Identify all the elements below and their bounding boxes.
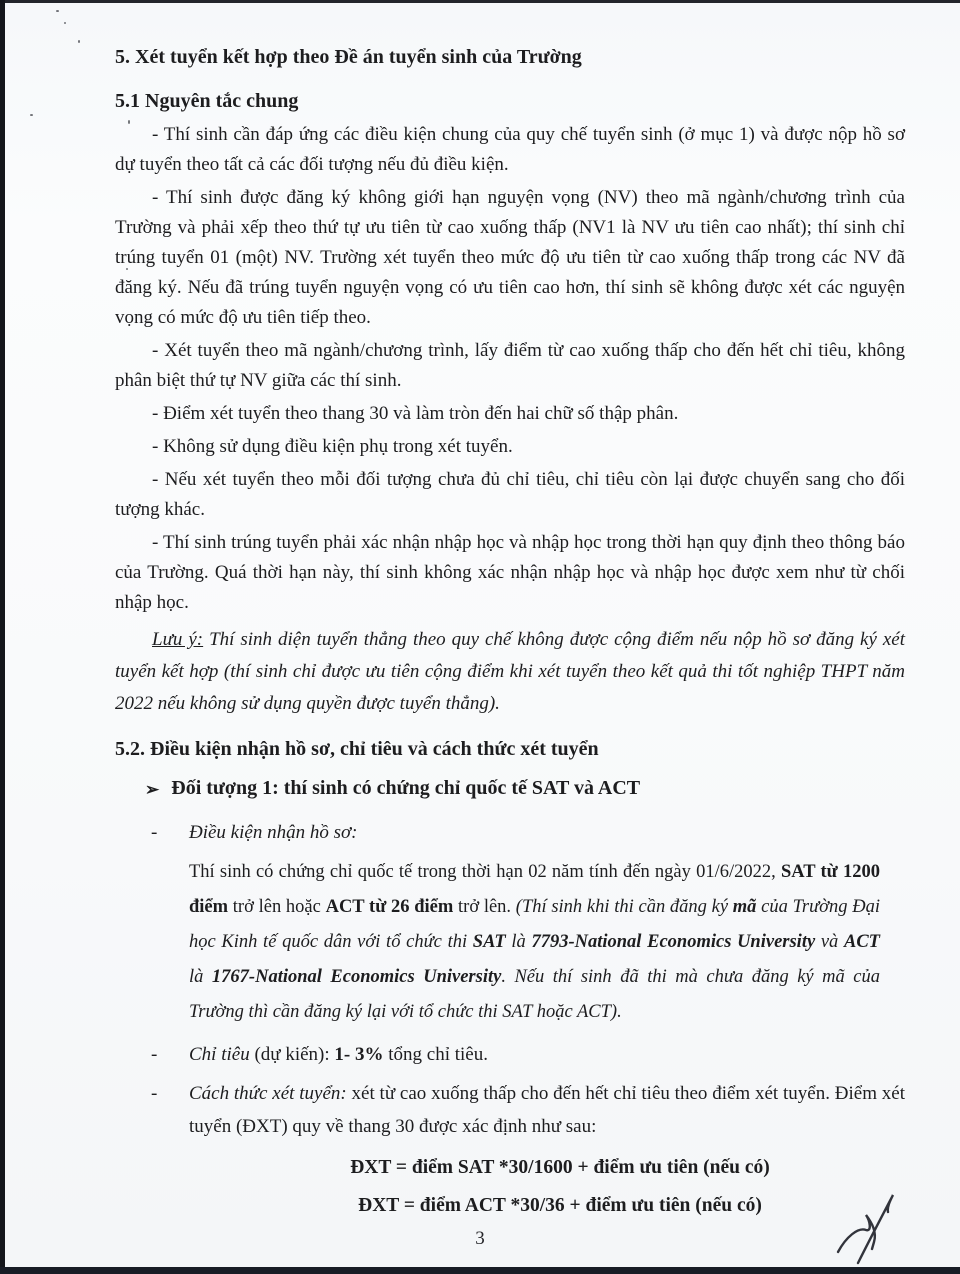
conditions-label-item xyxy=(151,816,905,849)
note-text: Thí sinh diện tuyển thẳng theo quy chế không được cộng điểm nếu nộp hồ sơ đăng ký xét tuyển kết hợp (thí sinh chỉ được ưu tiên cộng điểm khi xét tuyển theo kết quả thi tốt nghiệp THPT năm 2022 nếu không sử dụng quyền được tuyển thẳng). xyxy=(115,629,905,714)
signature-mark xyxy=(830,1186,914,1266)
dash-bullet: - xyxy=(151,1083,158,1104)
scan-edge-top xyxy=(0,0,960,3)
dash-bullet: - xyxy=(151,822,158,843)
text-run: và xyxy=(815,932,844,952)
text-run: SAT xyxy=(472,932,506,952)
arrow-bullet-icon: ➢ xyxy=(145,780,160,799)
scan-speck xyxy=(64,22,66,24)
paragraph-general-7: - Thí sinh trúng tuyển phải xác nhận nhập học và nhập học trong thời hạn quy định theo thông báo của Trường. Quá thời hạn này, thí sinh không xác nhận nhập học và nhập học được xem như từ chối nhập học. xyxy=(115,532,905,613)
dash-bullet: - xyxy=(151,1044,158,1065)
scan-speck xyxy=(56,10,59,12)
formula-act: ĐXT = điểm ACT *30/36 + điểm ưu tiên (nếu có) xyxy=(358,1195,762,1216)
text-run: (Thí sinh khi thi cần đăng ký xyxy=(515,897,733,917)
scan-speck xyxy=(78,40,80,43)
text-run: . Nếu thí sinh đã thi mà chưa đăng ký mã của Trường thì cần đăng ký lại với tổ chức thi SAT hoặc ACT). xyxy=(189,967,881,1022)
conditions-paragraph xyxy=(189,855,880,1030)
conditions-label: Điều kiện nhận hồ sơ: xyxy=(189,822,358,843)
method-item xyxy=(151,1077,905,1143)
text-run: xét từ cao xuống thấp cho đến hết chỉ tiêu theo điểm xét tuyển. Điểm xét tuyển (ĐXT) quy về thang 30 được xác định như sau: xyxy=(189,1083,905,1137)
text-run: mã xyxy=(732,897,757,917)
scan-edge-bottom xyxy=(0,1267,960,1274)
paragraph-general-2: - Thí sinh được đăng ký không giới hạn nguyện vọng (NV) theo mã ngành/chương trình của Trường và phải xếp theo thứ tự ưu tiên từ cao xuống thấp (NV1 là NV ưu tiên cao nhất); thí sinh chỉ trúng tuyển 01 (một) NV. Trường xét tuyển theo mức độ ưu tiên từ cao xuống thấp trong các NV đã đăng ký. Nếu đã trúng tuyển nguyện vọng có ưu tiên cao hơn, thí sinh sẽ không được xét các nguyện vọng có mức độ ưu tiên tiếp theo. xyxy=(115,187,905,328)
paragraph-general-3: - Xét tuyển theo mã ngành/chương trình, lấy điểm từ cao xuống thấp cho đến hết chỉ tiêu, không phân biệt thứ tự NV giữa các thí sinh. xyxy=(115,340,905,391)
section-5-heading: 5. Xét tuyển kết hợp theo Đề án tuyển sinh của Trường xyxy=(115,46,582,68)
text-run: trở lên hoặc xyxy=(228,897,326,917)
note-paragraph xyxy=(115,624,905,720)
scan-speck xyxy=(30,114,33,116)
section-5-1-heading: 5.1 Nguyên tắc chung xyxy=(115,90,299,112)
text-run: Chỉ tiêu xyxy=(189,1044,250,1065)
text-run: tổng chỉ tiêu. xyxy=(383,1044,488,1065)
formula-sat: ĐXT = điểm SAT *30/1600 + điểm ưu tiên (nếu có) xyxy=(350,1157,770,1178)
method-text xyxy=(189,1077,905,1143)
page-number: 3 xyxy=(475,1228,485,1249)
document-content xyxy=(115,44,905,1225)
text-run: ACT xyxy=(844,932,880,952)
section-5-2-heading: 5.2. Điều kiện nhận hồ sơ, chỉ tiêu và cách thức xét tuyển xyxy=(115,738,599,760)
scan-edge-left xyxy=(0,0,5,1274)
text-run: Thí sinh có chứng chỉ quốc tế trong thời hạn 02 năm tính đến ngày 01/6/2022, xyxy=(189,862,781,882)
note-label: Lưu ý: xyxy=(152,629,204,650)
text-run: là xyxy=(189,967,212,987)
text-run: SAT từ 1200 điểm xyxy=(189,862,880,917)
text-run: (dự kiến): xyxy=(249,1044,335,1065)
quota-item xyxy=(151,1038,905,1071)
target-1-heading xyxy=(115,775,905,802)
text-run: ACT từ 26 điểm xyxy=(325,897,454,917)
text-run: trở lên. xyxy=(453,897,516,917)
paragraph-general-4: - Điểm xét tuyển theo thang 30 và làm tròn đến hai chữ số thập phân. xyxy=(152,403,679,424)
target-1-title: Đối tượng 1: thí sinh có chứng chỉ quốc tế SAT và ACT xyxy=(171,777,641,799)
text-run: 7793-National Economics University xyxy=(531,932,816,952)
paragraph-general-5: - Không sử dụng điều kiện phụ trong xét tuyển. xyxy=(152,436,513,457)
text-run: Cách thức xét tuyển: xyxy=(189,1083,347,1104)
paragraph-general-1: - Thí sinh cần đáp ứng các điều kiện chung của quy chế tuyển sinh (ở mục 1) và được nộp hồ sơ dự tuyển theo tất cả các đối tượng nếu đủ điều kiện. xyxy=(115,124,905,175)
quota-text xyxy=(189,1038,905,1071)
text-run: 1767-National Economics University xyxy=(211,967,502,987)
text-run: 1- 3% xyxy=(334,1044,384,1065)
paragraph-general-6: - Nếu xét tuyển theo mỗi đối tượng chưa đủ chỉ tiêu, chỉ tiêu còn lại được chuyển sang cho đối tượng khác. xyxy=(115,469,905,520)
text-run: của Trường Đại học Kinh tế quốc dân với tổ chức thi xyxy=(189,897,880,952)
text-run: là xyxy=(505,932,532,952)
